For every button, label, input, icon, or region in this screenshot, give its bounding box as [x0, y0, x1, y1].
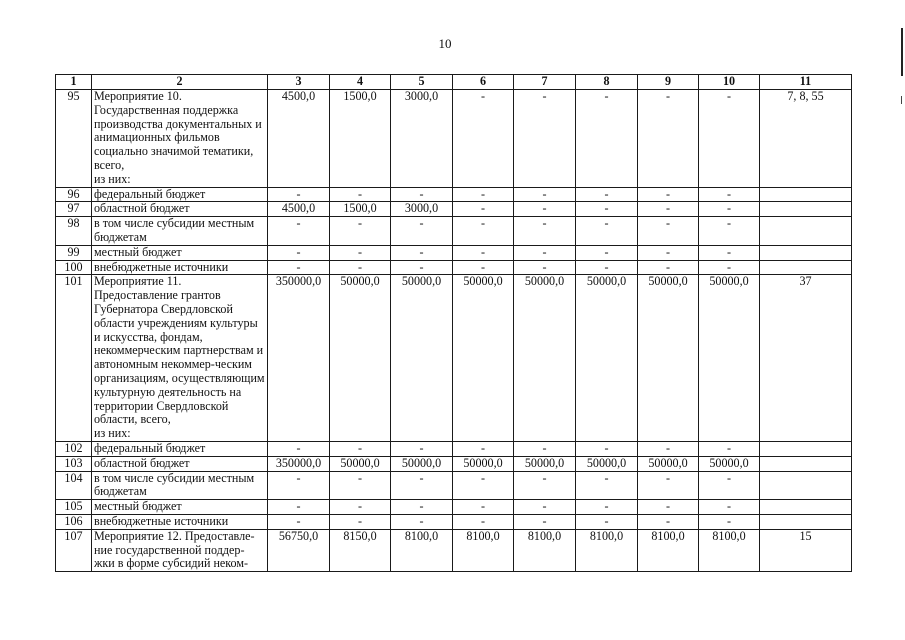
value-cell-col-9: -	[638, 500, 699, 515]
row-number: 103	[56, 456, 92, 471]
row-description: в том числе субсидии местным бюджетам	[92, 471, 268, 500]
value-cell-col-8: -	[576, 514, 638, 529]
col-header-5: 5	[391, 75, 453, 90]
value-cell-col-7: -	[514, 441, 576, 456]
value-cell-col-4: 50000,0	[330, 456, 391, 471]
value-cell-col-4: -	[330, 260, 391, 275]
value-cell-col-3: 350000,0	[268, 275, 330, 442]
value-cell-col-7: -	[514, 514, 576, 529]
value-cell-col-9: -	[638, 217, 699, 246]
value-cell-col-5: 50000,0	[391, 456, 453, 471]
value-cell-col-4: 50000,0	[330, 275, 391, 442]
value-cell-col-3: -	[268, 514, 330, 529]
value-cell-col-6: -	[453, 260, 514, 275]
value-cell-col-9: -	[638, 471, 699, 500]
value-cell-col-9: -	[638, 90, 699, 188]
value-cell-col-8: -	[576, 441, 638, 456]
value-cell-col-5: -	[391, 441, 453, 456]
row-description: областной бюджет	[92, 456, 268, 471]
value-cell-col-10: -	[699, 441, 760, 456]
value-cell-col-10: 50000,0	[699, 275, 760, 442]
value-cell-col-4: -	[330, 217, 391, 246]
row-number: 96	[56, 187, 92, 202]
value-cell-col-3: 350000,0	[268, 456, 330, 471]
value-cell-col-8: -	[576, 260, 638, 275]
value-cell-col-3: -	[268, 260, 330, 275]
value-cell-col-5: -	[391, 260, 453, 275]
target-indicator-ref	[760, 245, 852, 260]
col-header-3: 3	[268, 75, 330, 90]
row-number: 101	[56, 275, 92, 442]
table-row	[56, 471, 852, 500]
col-header-7: 7	[514, 75, 576, 90]
value-cell-col-9: -	[638, 187, 699, 202]
value-cell-col-8: -	[576, 500, 638, 515]
row-number: 97	[56, 202, 92, 217]
value-cell-col-10: -	[699, 471, 760, 500]
value-cell-col-7: 8100,0	[514, 529, 576, 571]
value-cell-col-5: 3000,0	[391, 202, 453, 217]
col-header-4: 4	[330, 75, 391, 90]
value-cell-col-6: -	[453, 245, 514, 260]
row-number: 107	[56, 529, 92, 571]
value-cell-col-6: -	[453, 500, 514, 515]
value-cell-col-6: -	[453, 187, 514, 202]
value-cell-col-4: 1500,0	[330, 90, 391, 188]
target-indicator-ref	[760, 456, 852, 471]
table-body	[56, 90, 852, 572]
target-indicator-ref	[760, 471, 852, 500]
value-cell-col-8: -	[576, 217, 638, 246]
value-cell-col-10: 50000,0	[699, 456, 760, 471]
value-cell-col-4: -	[330, 187, 391, 202]
value-cell-col-7: -	[514, 187, 576, 202]
target-indicator-ref	[760, 202, 852, 217]
value-cell-col-10: -	[699, 514, 760, 529]
row-description: федеральный бюджет	[92, 441, 268, 456]
value-cell-col-5: -	[391, 500, 453, 515]
row-description: Мероприятие 10. Государственная поддержка производства документальных и анимационных фильмов социально значимой тематики, всего, из них:	[92, 90, 268, 188]
value-cell-col-5: -	[391, 514, 453, 529]
table-row	[56, 500, 852, 515]
value-cell-col-4: 1500,0	[330, 202, 391, 217]
row-number: 98	[56, 217, 92, 246]
value-cell-col-5: -	[391, 217, 453, 246]
header-row	[56, 75, 852, 90]
row-description: в том числе субсидии местным бюджетам	[92, 217, 268, 246]
row-number: 102	[56, 441, 92, 456]
table-row	[56, 187, 852, 202]
value-cell-col-3: -	[268, 471, 330, 500]
scan-edge-mark	[901, 28, 903, 76]
table-row	[56, 217, 852, 246]
value-cell-col-7: -	[514, 471, 576, 500]
row-description: местный бюджет	[92, 245, 268, 260]
row-number: 104	[56, 471, 92, 500]
value-cell-col-9: -	[638, 514, 699, 529]
table-row	[56, 529, 852, 571]
value-cell-col-9: -	[638, 260, 699, 275]
row-number: 100	[56, 260, 92, 275]
value-cell-col-6: -	[453, 90, 514, 188]
value-cell-col-3: -	[268, 441, 330, 456]
value-cell-col-5: 50000,0	[391, 275, 453, 442]
row-description: внебюджетные источники	[92, 260, 268, 275]
value-cell-col-7: 50000,0	[514, 456, 576, 471]
value-cell-col-3: 4500,0	[268, 202, 330, 217]
value-cell-col-10: 8100,0	[699, 529, 760, 571]
table-row	[56, 514, 852, 529]
value-cell-col-3: 56750,0	[268, 529, 330, 571]
col-header-11: 11	[760, 75, 852, 90]
value-cell-col-8: 8100,0	[576, 529, 638, 571]
value-cell-col-4: -	[330, 471, 391, 500]
value-cell-col-7: -	[514, 260, 576, 275]
row-description: Мероприятие 11. Предоставление грантов Губернатора Свердловской области учреждениям культуры и искусства, фондам, некоммерческим партнерствам и автономным некоммер-ческим организациям, осуществляющим культурную деятельность на территории Свердловской области, всего, из них:	[92, 275, 268, 442]
col-header-9: 9	[638, 75, 699, 90]
scan-edge-mark-small	[901, 96, 902, 104]
row-description: Мероприятие 12. Предоставле-ние государственной поддер-жки в форме субсидий неком-	[92, 529, 268, 571]
value-cell-col-5: -	[391, 471, 453, 500]
row-description: федеральный бюджет	[92, 187, 268, 202]
value-cell-col-3: -	[268, 245, 330, 260]
value-cell-col-6: 50000,0	[453, 456, 514, 471]
value-cell-col-6: -	[453, 441, 514, 456]
value-cell-col-7: -	[514, 217, 576, 246]
value-cell-col-5: -	[391, 187, 453, 202]
value-cell-col-7: -	[514, 90, 576, 188]
value-cell-col-10: -	[699, 500, 760, 515]
table-row	[56, 456, 852, 471]
target-indicator-ref	[760, 514, 852, 529]
value-cell-col-6: -	[453, 471, 514, 500]
row-description: внебюджетные источники	[92, 514, 268, 529]
budget-table	[55, 74, 852, 572]
value-cell-col-6: 50000,0	[453, 275, 514, 442]
value-cell-col-10: -	[699, 217, 760, 246]
value-cell-col-3: -	[268, 500, 330, 515]
target-indicator-ref	[760, 441, 852, 456]
value-cell-col-8: -	[576, 187, 638, 202]
value-cell-col-4: -	[330, 514, 391, 529]
value-cell-col-10: -	[699, 187, 760, 202]
target-indicator-ref	[760, 500, 852, 515]
value-cell-col-9: 50000,0	[638, 456, 699, 471]
table-row	[56, 90, 852, 188]
value-cell-col-9: -	[638, 245, 699, 260]
value-cell-col-5: 3000,0	[391, 90, 453, 188]
target-indicator-ref	[760, 187, 852, 202]
value-cell-col-8: -	[576, 471, 638, 500]
value-cell-col-4: -	[330, 245, 391, 260]
target-indicator-ref	[760, 217, 852, 246]
col-header-8: 8	[576, 75, 638, 90]
value-cell-col-7: -	[514, 202, 576, 217]
value-cell-col-6: -	[453, 202, 514, 217]
table-row	[56, 245, 852, 260]
value-cell-col-7: 50000,0	[514, 275, 576, 442]
value-cell-col-3: -	[268, 217, 330, 246]
col-header-6: 6	[453, 75, 514, 90]
row-description: областной бюджет	[92, 202, 268, 217]
value-cell-col-5: 8100,0	[391, 529, 453, 571]
value-cell-col-7: -	[514, 500, 576, 515]
value-cell-col-10: -	[699, 245, 760, 260]
target-indicator-ref: 7, 8, 55	[760, 90, 852, 188]
value-cell-col-9: -	[638, 441, 699, 456]
row-description: местный бюджет	[92, 500, 268, 515]
value-cell-col-9: 50000,0	[638, 275, 699, 442]
table-row	[56, 260, 852, 275]
target-indicator-ref: 15	[760, 529, 852, 571]
value-cell-col-9: -	[638, 202, 699, 217]
col-header-10: 10	[699, 75, 760, 90]
row-number: 99	[56, 245, 92, 260]
value-cell-col-4: 8150,0	[330, 529, 391, 571]
value-cell-col-6: 8100,0	[453, 529, 514, 571]
target-indicator-ref: 37	[760, 275, 852, 442]
value-cell-col-7: -	[514, 245, 576, 260]
row-number: 95	[56, 90, 92, 188]
value-cell-col-8: 50000,0	[576, 456, 638, 471]
col-header-1: 1	[56, 75, 92, 90]
value-cell-col-10: -	[699, 260, 760, 275]
value-cell-col-3: 4500,0	[268, 90, 330, 188]
value-cell-col-4: -	[330, 441, 391, 456]
col-header-2: 2	[92, 75, 268, 90]
value-cell-col-10: -	[699, 202, 760, 217]
target-indicator-ref	[760, 260, 852, 275]
value-cell-col-8: -	[576, 245, 638, 260]
row-number: 106	[56, 514, 92, 529]
table-row	[56, 275, 852, 442]
value-cell-col-6: -	[453, 217, 514, 246]
table-row	[56, 202, 852, 217]
row-number: 105	[56, 500, 92, 515]
page-number: 10	[438, 36, 452, 51]
value-cell-col-8: -	[576, 202, 638, 217]
value-cell-col-3: -	[268, 187, 330, 202]
value-cell-col-10: -	[699, 90, 760, 188]
value-cell-col-9: 8100,0	[638, 529, 699, 571]
value-cell-col-4: -	[330, 500, 391, 515]
value-cell-col-8: 50000,0	[576, 275, 638, 442]
value-cell-col-5: -	[391, 245, 453, 260]
value-cell-col-6: -	[453, 514, 514, 529]
table-row	[56, 441, 852, 456]
value-cell-col-8: -	[576, 90, 638, 188]
